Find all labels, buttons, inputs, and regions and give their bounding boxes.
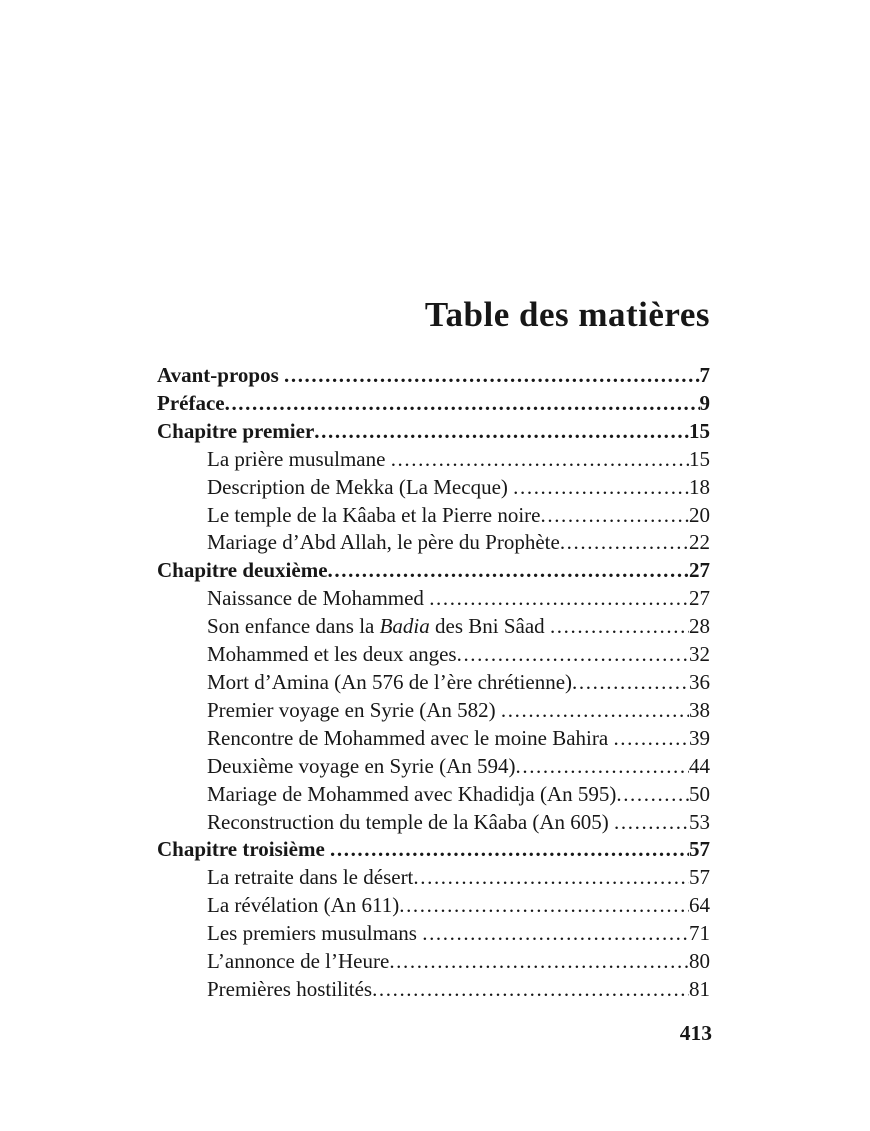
toc-entry-page: 57 xyxy=(689,865,710,890)
dot-leader xyxy=(328,557,689,585)
toc-entry-label: Son enfance dans la Badia des Bni Sâad xyxy=(207,614,550,639)
dot-leader xyxy=(225,390,700,418)
toc-entry-label: Naissance de Mohammed xyxy=(207,586,430,611)
dot-leader xyxy=(516,753,690,781)
toc-entry-page: 71 xyxy=(689,921,710,946)
toc-entry-label: La prière musulmane xyxy=(207,446,391,471)
toc-entry-label: Chapitre premier xyxy=(157,418,315,443)
toc-entry-page: 38 xyxy=(689,697,710,722)
toc-entry-page: 28 xyxy=(689,614,710,639)
folio-page-number: 413 xyxy=(679,1021,712,1045)
toc-entry xyxy=(157,920,710,948)
dot-leader xyxy=(560,529,689,557)
dot-leader xyxy=(413,864,689,892)
toc-entry xyxy=(157,836,710,864)
dot-leader xyxy=(314,418,689,446)
toc-entry-page: 53 xyxy=(689,809,710,834)
table-of-contents xyxy=(157,362,710,1004)
dot-leader xyxy=(513,474,689,502)
toc-entry xyxy=(157,892,710,920)
toc-entry xyxy=(157,362,710,390)
toc-entry-label: Reconstruction du temple de la Kâaba (An 605) xyxy=(207,809,615,834)
dot-leader xyxy=(614,809,689,837)
toc-entry-label: Mariage d’Abd Allah, le père du Prophète xyxy=(207,530,560,555)
toc-entry-page: 36 xyxy=(689,669,710,694)
toc-entry-page: 27 xyxy=(689,558,710,583)
toc-entry-page: 50 xyxy=(689,781,710,806)
toc-entry xyxy=(157,418,710,446)
dot-leader xyxy=(429,585,689,613)
toc-entry xyxy=(157,641,710,669)
toc-entry xyxy=(157,753,710,781)
toc-entry-page: 15 xyxy=(689,446,710,471)
toc-entry-label: La révélation (An 611) xyxy=(207,893,400,918)
toc-entry-page: 44 xyxy=(689,753,710,778)
toc-entry-page: 9 xyxy=(699,390,710,415)
dot-leader xyxy=(372,976,689,1004)
toc-entry-page: 18 xyxy=(689,474,710,499)
toc-entry xyxy=(157,864,710,892)
toc-entry xyxy=(157,446,710,474)
toc-entry-label: Mariage de Mohammed avec Khadidja (An 595) xyxy=(207,781,617,806)
toc-entry-label: Premier voyage en Syrie (An 582) xyxy=(207,697,501,722)
toc-entry xyxy=(157,809,710,837)
toc-entry xyxy=(157,976,710,1004)
toc-entry-label: Premières hostilités xyxy=(207,976,373,1001)
toc-entry-page: 64 xyxy=(689,893,710,918)
toc-entry-label: Les premiers musulmans xyxy=(207,921,423,946)
toc-entry xyxy=(157,390,710,418)
dot-leader xyxy=(457,641,689,669)
toc-entry-label: Mort d’Amina (An 576 de l’ère chrétienne) xyxy=(207,669,573,694)
dot-leader xyxy=(330,836,689,864)
toc-entry xyxy=(157,557,710,585)
toc-entry-page: 27 xyxy=(689,586,710,611)
toc-entry-label: La retraite dans le désert xyxy=(207,865,414,890)
toc-entry xyxy=(157,502,710,530)
toc-entry-page: 39 xyxy=(689,725,710,750)
dot-leader xyxy=(399,892,689,920)
toc-entry xyxy=(157,474,710,502)
toc-entry-page: 57 xyxy=(689,837,710,862)
dot-leader xyxy=(284,362,700,390)
dot-leader xyxy=(616,781,689,809)
dot-leader xyxy=(550,613,689,641)
toc-entry xyxy=(157,725,710,753)
dot-leader xyxy=(572,669,689,697)
toc-entry xyxy=(157,948,710,976)
toc-entry-page: 81 xyxy=(689,976,710,1001)
toc-entry-label: Chapitre deuxième xyxy=(157,558,328,583)
toc-entry xyxy=(157,697,710,725)
toc-entry xyxy=(157,613,710,641)
dot-leader xyxy=(613,725,689,753)
toc-entry-label: Deuxième voyage en Syrie (An 594) xyxy=(207,753,516,778)
toc-entry-page: 15 xyxy=(689,418,710,443)
toc-entry-label: Chapitre troisième xyxy=(157,837,331,862)
toc-entry-page: 22 xyxy=(689,530,710,555)
toc-entry-label: Le temple de la Kâaba et la Pierre noire xyxy=(207,502,541,527)
toc-entry-label: Préface xyxy=(157,390,225,415)
toc-entry-label: L’annonce de l’Heure xyxy=(207,949,390,974)
toc-entry-label: Description de Mekka (La Mecque) xyxy=(207,474,514,499)
toc-entry xyxy=(157,529,710,557)
toc-entry-page: 7 xyxy=(699,363,710,387)
toc-entry-label: Rencontre de Mohammed avec le moine Bahira xyxy=(207,725,614,750)
page-title: Table des matières xyxy=(424,295,710,335)
dot-leader xyxy=(389,948,689,976)
toc-entry xyxy=(157,669,710,697)
toc-entry xyxy=(157,585,710,613)
toc-entry xyxy=(157,781,710,809)
toc-entry-page: 32 xyxy=(689,642,710,667)
dot-leader xyxy=(422,920,689,948)
dot-leader xyxy=(391,446,689,474)
toc-entry-label: Avant-propos xyxy=(157,363,284,387)
toc-entry-page: 80 xyxy=(689,949,710,974)
toc-entry-label: Mohammed et les deux anges xyxy=(207,642,457,667)
dot-leader xyxy=(541,502,690,530)
toc-entry-page: 20 xyxy=(689,502,710,527)
dot-leader xyxy=(501,697,689,725)
